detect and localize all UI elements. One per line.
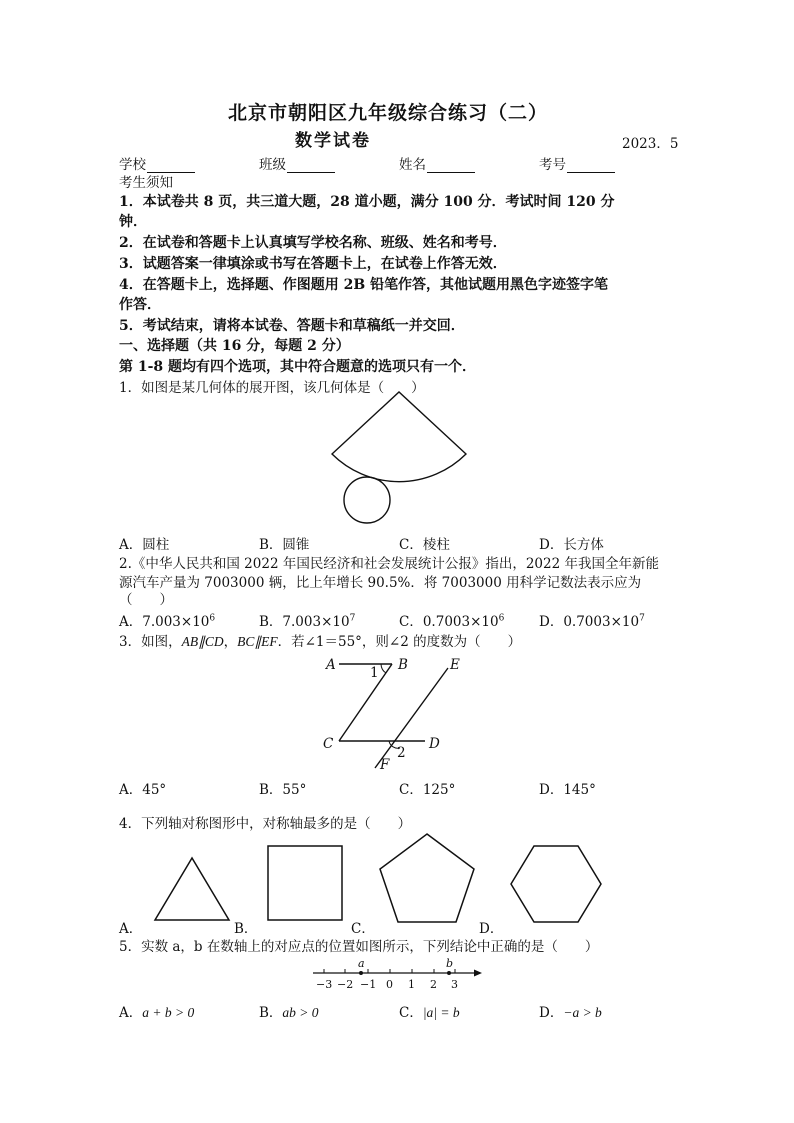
- q1-option-a[interactable]: A．圆柱: [119, 537, 170, 553]
- q2-option-d-value: 0.7003×10: [563, 614, 640, 630]
- q5-option-b-expr: ab > 0: [282, 1005, 319, 1020]
- exam-date: 2023．5: [622, 136, 679, 152]
- field-name-label: 姓名: [399, 157, 426, 173]
- notice-item: 1．本试卷共 8 页，共三道大题，28 道小题，满分 100 分．考试时间 120 分: [119, 194, 615, 210]
- field-exam-number-label: 考号: [539, 157, 566, 173]
- q5-option-b[interactable]: [259, 1001, 319, 1021]
- q2-option-b-value: 7.003×10: [282, 614, 350, 630]
- notice-item: 钟．: [119, 214, 147, 230]
- q4-option-c[interactable]: C．: [351, 921, 375, 937]
- q3-option-d[interactable]: D．145°: [539, 782, 596, 798]
- notice-item: 4．在答题卡上，选择题、作图题用 2B 铅笔作答，其他试题用黑色字迹签字笔: [119, 277, 609, 293]
- q2-option-c-exponent: 6: [498, 613, 505, 624]
- q4-stem: 4．下列轴对称图形中，对称轴最多的是（ ）: [119, 816, 412, 832]
- q2-option-a-value: 7.003×10: [142, 614, 210, 630]
- label-point-f: F: [380, 757, 390, 773]
- field-school-label: 学校: [119, 157, 146, 173]
- q4-option-b[interactable]: B．: [234, 921, 258, 937]
- label-angle-2: 2: [397, 745, 406, 761]
- q2-option-c-label: C．: [399, 614, 423, 630]
- q3-stem-comma: ，: [223, 634, 238, 650]
- q2-option-c-value: 0.7003×10: [422, 614, 499, 630]
- q5-option-c[interactable]: [399, 1001, 460, 1021]
- q3-parallel-bc-ef: BC∥EF: [237, 634, 278, 649]
- q2-option-b-exponent: 7: [349, 613, 356, 624]
- q5-option-a[interactable]: [119, 1001, 194, 1021]
- label-point-b: B: [398, 657, 408, 673]
- q3-parallel-ab-cd: AB∥CD: [181, 634, 224, 649]
- tick-label: −2: [337, 978, 354, 991]
- point-a-marker: [359, 971, 363, 975]
- q5-option-a-expr: a + b > 0: [142, 1005, 195, 1020]
- notice-item: 3．试题答案一律填涂或书写在答题卡上，在试卷上作答无效．: [119, 256, 507, 272]
- tick-label: 0: [386, 978, 393, 991]
- notice-heading: 考生须知: [119, 175, 173, 191]
- q3-option-a[interactable]: A．45°: [119, 782, 167, 798]
- tick-label: −1: [360, 978, 377, 991]
- q2-option-d-exponent: 7: [639, 613, 645, 624]
- q2-stem-line2: 源汽车产量为 7003000 辆，比上年增长 90.5%．将 7003000 用科学记数法表示应为: [119, 575, 642, 591]
- q2-option-a-exponent: 6: [209, 613, 216, 624]
- notice-item: 作答．: [119, 297, 161, 313]
- q5-option-b-label: B．: [259, 1005, 283, 1021]
- q3-option-c[interactable]: C．125°: [399, 782, 456, 798]
- page-title: 北京市朝阳区九年级综合练习（二）: [228, 102, 549, 124]
- q4-option-a[interactable]: A．: [119, 921, 143, 937]
- axis-arrow-icon: [474, 970, 482, 977]
- q2-stem-line3: （ ）: [119, 592, 173, 608]
- point-b-label: b: [446, 957, 454, 970]
- q5-option-d-label: D．: [539, 1005, 564, 1021]
- label-point-c: C: [323, 736, 334, 752]
- q5-option-c-label: C．: [399, 1005, 423, 1021]
- q1-option-c[interactable]: C．棱柱: [399, 537, 450, 553]
- field-class-label: 班级: [259, 157, 286, 173]
- q3-stem-prefix: 3．如图，: [119, 634, 182, 650]
- tick-label: 3: [451, 978, 458, 991]
- q2-option-d-label: D．: [539, 614, 564, 630]
- q3-option-b[interactable]: B．55°: [259, 782, 307, 798]
- q4-option-d[interactable]: D．: [479, 921, 504, 937]
- q2-stem-line1: 2.《中华人民共和国 2022 年国民经济和社会发展统计公报》指出，2022 年我国全年新能: [119, 556, 659, 572]
- q3-stem-suffix: ．若∠1＝55°，则∠2 的度数为（ ）: [277, 634, 522, 650]
- tick-label: −3: [316, 978, 333, 991]
- q1-stem: 1．如图是某几何体的展开图，该几何体是（ ）: [119, 380, 425, 396]
- q5-option-d[interactable]: [539, 1001, 602, 1021]
- q5-stem: 5．实数 a，b 在数轴上的对应点的位置如图所示，下列结论中正确的是（ ）: [119, 939, 599, 955]
- q1-option-d[interactable]: D．长方体: [539, 537, 604, 553]
- tick-label: 1: [408, 978, 415, 991]
- q1-option-b[interactable]: B．圆锥: [259, 537, 310, 553]
- notice-item: 2．在试卷和答题卡上认真填写学校名称、班级、姓名和考号．: [119, 235, 507, 251]
- tick-label: 2: [430, 978, 437, 991]
- notice-item: 5．考试结束，请将本试卷、答题卡和草稿纸一并交回．: [119, 318, 465, 334]
- q2-option-b-label: B．: [259, 614, 283, 630]
- label-point-e: E: [450, 657, 460, 673]
- label-point-a: A: [326, 657, 336, 673]
- label-angle-1: 1: [370, 665, 379, 681]
- q5-option-c-expr: |a| = b: [422, 1005, 460, 1020]
- point-a-label: a: [358, 957, 365, 970]
- q5-option-d-expr: −a > b: [563, 1005, 602, 1020]
- q5-option-a-label: A．: [119, 1005, 143, 1021]
- subject-title: 数学试卷: [295, 131, 371, 151]
- section-title: 一、选择题（共 16 分，每题 2 分）: [119, 338, 350, 354]
- label-point-d: D: [429, 736, 440, 752]
- section-instruction: 第 1-8 题均有四个选项，其中符合题意的选项只有一个．: [119, 359, 477, 375]
- q2-option-a-label: A．: [119, 614, 143, 630]
- point-b-marker: [447, 971, 451, 975]
